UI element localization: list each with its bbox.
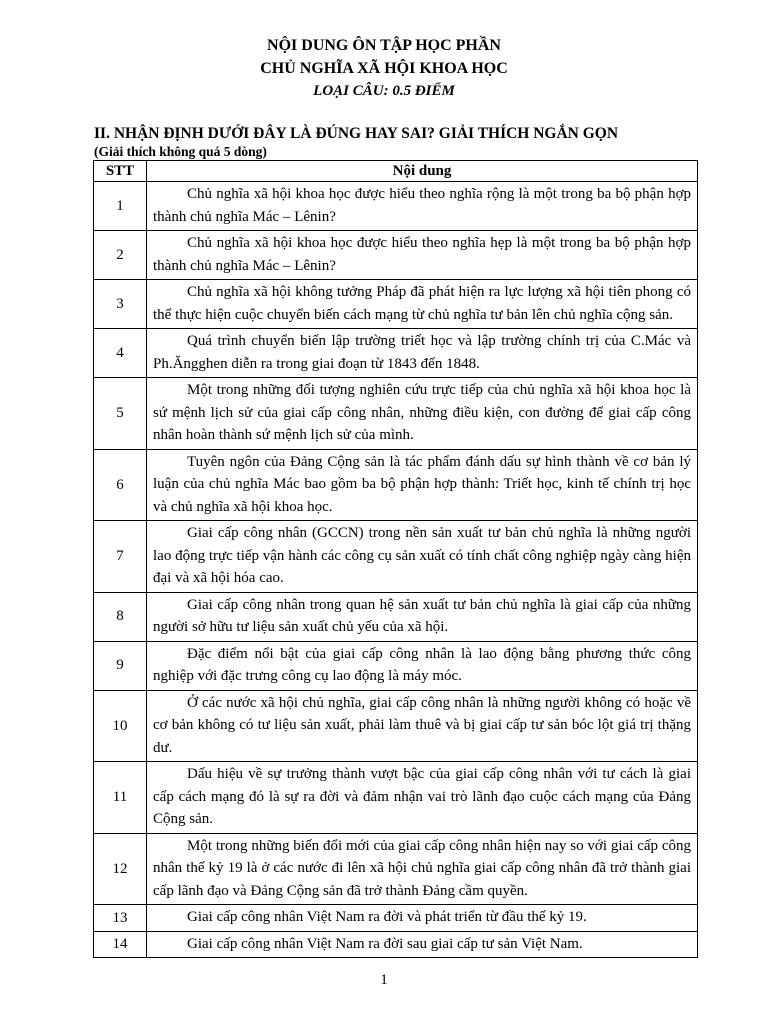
row-number-cell: 7 <box>94 521 147 593</box>
stt-column-header: STT <box>94 161 147 182</box>
questions-table <box>93 160 698 958</box>
row-content-cell: Chủ nghĩa xã hội khoa học được hiểu theo nghĩa rộng là một trong ba bộ phận hợp thành chủ nghĩa Mác – Lênin? <box>147 182 698 231</box>
row-number-cell: 13 <box>94 905 147 932</box>
title-line-2: CHỦ NGHĨA XÃ HỘI KHOA HỌC <box>260 60 508 77</box>
row-content-cell: Giai cấp công nhân Việt Nam ra đời sau giai cấp tư sản Việt Nam. <box>147 931 698 958</box>
row-number-cell: 10 <box>94 690 147 762</box>
row-content-cell: Chủ nghĩa xã hội khoa học được hiểu theo nghĩa hẹp là một trong ba bộ phận hợp thành chủ nghĩa Mác – Lênin? <box>147 231 698 280</box>
row-number-cell: 11 <box>94 762 147 834</box>
row-number-cell: 4 <box>94 329 147 378</box>
row-content-cell: Quá trình chuyển biến lập trường triết học và lập trường chính trị của C.Mác và Ph.Ăngghen diễn ra trong giai đoạn từ 1843 đến 1848. <box>147 329 698 378</box>
row-number-cell: 8 <box>94 592 147 641</box>
table-row <box>94 833 698 905</box>
row-number-cell: 9 <box>94 641 147 690</box>
questions-table-body <box>94 182 698 958</box>
title-line-1: NỘI DUNG ÔN TẬP HỌC PHẦN <box>267 37 501 54</box>
table-row <box>94 690 698 762</box>
row-content-cell: Chủ nghĩa xã hội không tưởng Pháp đã phát hiện ra lực lượng xã hội tiên phong có thể thực hiện cuộc chuyển biến cách mạng từ chủ nghĩa tư bản lên chủ nghĩa cộng sản. <box>147 280 698 329</box>
table-row <box>94 449 698 521</box>
row-content-cell: Một trong những đối tượng nghiên cứu trực tiếp của chủ nghĩa xã hội khoa học là sứ mệnh lịch sử của giai cấp công nhân, những điều kiện, con đường để giai cấp công nhân hoàn thành sứ mệnh lịch sử của mình. <box>147 378 698 450</box>
row-content-cell: Giai cấp công nhân (GCCN) trong nền sản xuất tư bản chủ nghĩa là những người lao động trực tiếp vận hành các công cụ sản xuất có tính chất công nghiệp ngày càng hiện đại và xã hội hóa cao. <box>147 521 698 593</box>
section-note: (Giải thích không quá 5 dòng) <box>94 144 267 159</box>
row-number-cell: 6 <box>94 449 147 521</box>
row-number-cell: 2 <box>94 231 147 280</box>
page-number: 1 <box>380 972 388 988</box>
table-row <box>94 280 698 329</box>
table-row <box>94 641 698 690</box>
question-type-label: LOẠI CÂU: 0.5 ĐIỂM <box>313 83 455 99</box>
table-row <box>94 182 698 231</box>
table-row <box>94 762 698 834</box>
table-row <box>94 329 698 378</box>
table-row <box>94 521 698 593</box>
row-content-cell: Giai cấp công nhân trong quan hệ sản xuất tư bản chủ nghĩa là giai cấp của những người sở hữu tư liệu sản xuất chủ yếu của xã hội. <box>147 592 698 641</box>
row-content-cell: Tuyên ngôn của Đảng Cộng sản là tác phẩm đánh dấu sự hình thành về cơ bản lý luận của chủ nghĩa Mác bao gồm ba bộ phận hợp thành: Triết học, kinh tế chính trị học và chủ nghĩa xã hội khoa học. <box>147 449 698 521</box>
table-row <box>94 592 698 641</box>
row-content-cell: Một trong những biến đổi mới của giai cấp công nhân hiện nay so với giai cấp công nhân thế kỷ 19 là ở các nước đi lên xã hội chủ nghĩa giai cấp công nhân đã trở thành giai cấp lãnh đạo và Đảng Cộng sản đã trở thành Đảng cầm quyền. <box>147 833 698 905</box>
row-number-cell: 14 <box>94 931 147 958</box>
table-header-row <box>94 161 698 182</box>
row-content-cell: Dấu hiệu về sự trưởng thành vượt bậc của giai cấp công nhân với tư cách là giai cấp cách mạng đó là sự ra đời và đảm nhận vai trò lãnh đạo cuộc cách mạng của Đảng Cộng sản. <box>147 762 698 834</box>
row-number-cell: 12 <box>94 833 147 905</box>
table-row <box>94 231 698 280</box>
content-column-header: Nội dung <box>147 161 698 182</box>
table-row <box>94 905 698 932</box>
table-row <box>94 378 698 450</box>
document-header <box>0 34 768 102</box>
row-content-cell: Ở các nước xã hội chủ nghĩa, giai cấp công nhân là những người không có hoặc về cơ bản không có tư liệu sản xuất, phải làm thuê và bị giai cấp tư sản bóc lột giá trị thặng dư. <box>147 690 698 762</box>
row-number-cell: 5 <box>94 378 147 450</box>
row-number-cell: 3 <box>94 280 147 329</box>
table-row <box>94 931 698 958</box>
row-number-cell: 1 <box>94 182 147 231</box>
row-content-cell: Đặc điểm nổi bật của giai cấp công nhân là lao động bằng phương thức công nghiệp với đặc trưng công cụ lao động là máy móc. <box>147 641 698 690</box>
row-content-cell: Giai cấp công nhân Việt Nam ra đời và phát triển từ đầu thế kỷ 19. <box>147 905 698 932</box>
section-heading: II. NHẬN ĐỊNH DƯỚI ĐÂY LÀ ĐÚNG HAY SAI? GIẢI THÍCH NGẮN GỌN <box>94 125 619 142</box>
